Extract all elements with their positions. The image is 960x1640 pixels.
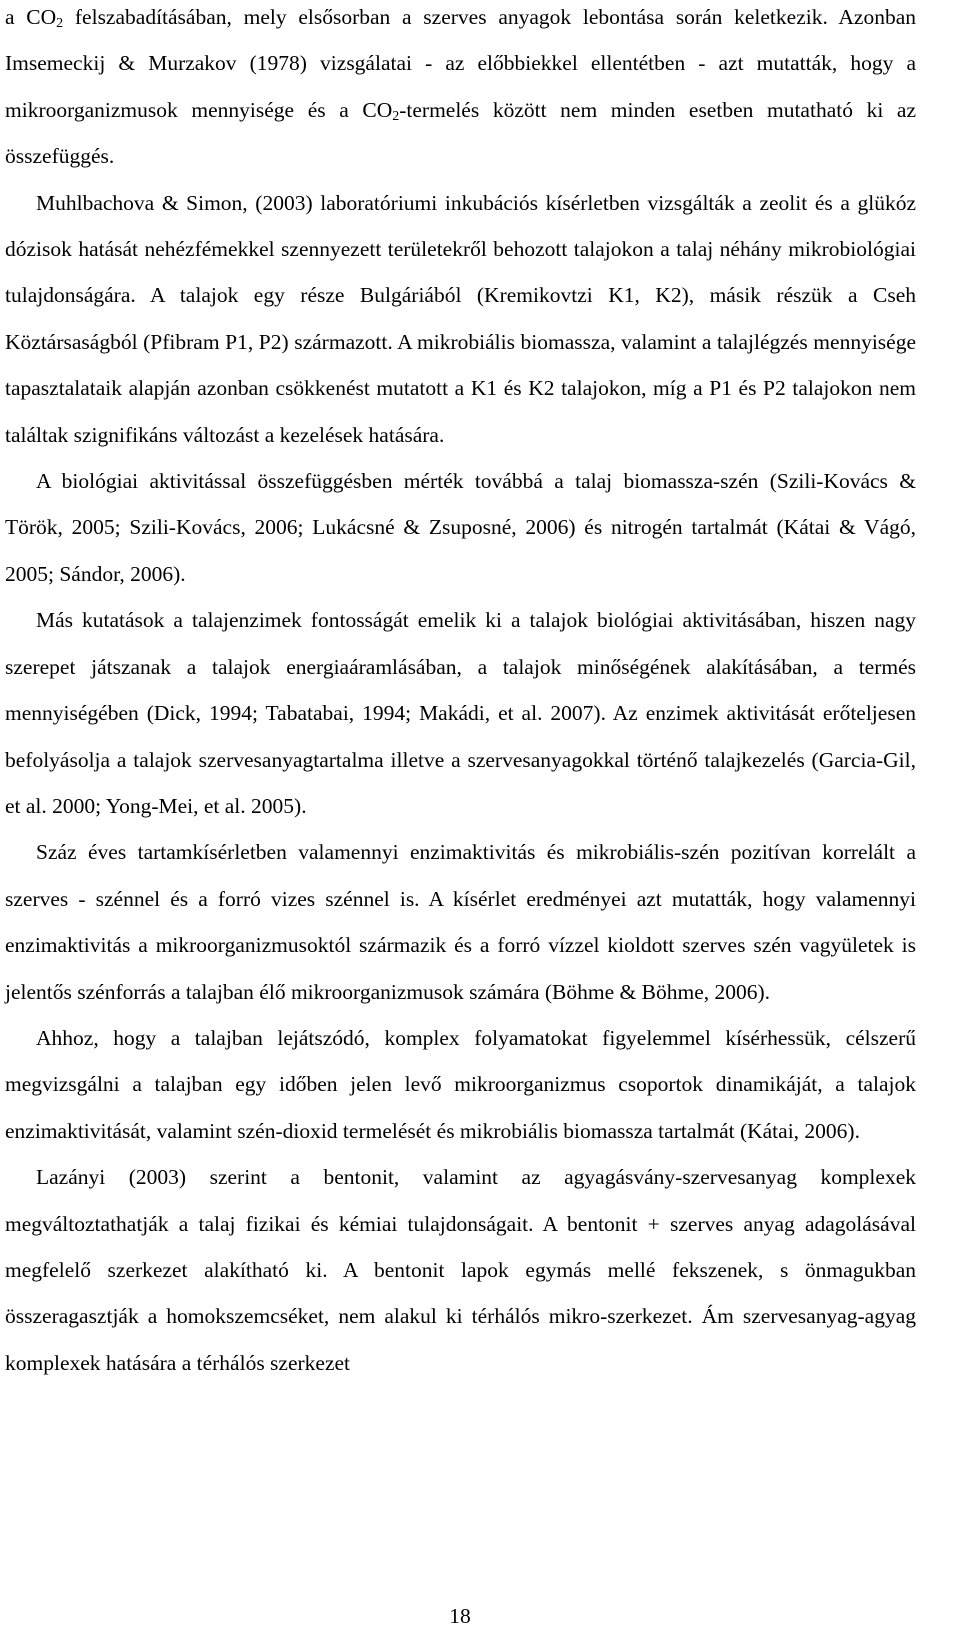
paragraph-p0 (5, 0, 916, 180)
body-text (5, 0, 916, 1386)
text-run: Lazányi (2003) szerint a bentonit, valamint az agyagásvány-szervesanyag komplexek megváltoztathatják a talaj fizikai és kémiai tulajdonságait. A bentonit + szerves anyag adagolásával megfelelő szerkezet alakítható ki. A bentonit lapok egymás mellé fekszenek, s önmagukban összeragasztják a homokszemcséket, nem alakul ki térhálós mikro-szerkezet. Ám szervesanyag-agyag komplexek hatására a térhálós szerkezet (5, 1165, 916, 1375)
paragraph-p2 (5, 458, 916, 597)
subscript: 2 (392, 108, 400, 124)
text-run: -termelés között nem minden esetben mutatható ki az összefüggés. (5, 97, 916, 169)
text-run: Ahhoz, hogy a talajban lejátszódó, komplex folyamatokat figyelemmel kísérhessük, célszerű megvizsgálni a talajban egy időben jelen levő mikroorganizmus csoportok dinamikáját, a talajok enzimaktivitását, valamint szén-dioxid termelését és mikrobiális biomassza tartalmát (Kátai, 2006). (5, 1025, 916, 1143)
subscript: 2 (56, 16, 64, 31)
text-run: Más kutatások a talajenzimek fontosságát emelik ki a talajok biológiai aktivitásában, hiszen nagy szerepet játszanak a talajok energiaáramlásában, a talajok minőségének alakításában, a termés mennyiségében (Dick, 1994; Tabatabai, 1994; Makádi, et al. 2007). Az enzimek aktivitását erőteljesen befolyásolja a talajok szervesanyagtartalma illetve a szervesanyagokkal történő talajkezelés (Garcia-Gil, et al. 2000; Yong-Mei, et al. 2005). (5, 608, 916, 818)
paragraph-p6 (5, 1154, 916, 1386)
text-run: a CO (5, 5, 57, 29)
paragraph-p3 (5, 597, 916, 829)
paragraph-p4 (5, 829, 916, 1015)
text-run: felszabadításában, mely elsősorban a szerves anyagok lebontása során keletkezik. Azonban Imsemeckij & Murzakov (1978) vizsgálatai - az előbbiekkel ellentétben - azt mutatták, hogy a mikroorganizmusok mennyisége és a CO (5, 5, 916, 122)
page-number: 18 (449, 1604, 471, 1628)
text-run: A biológiai aktivitással összefüggésben mérték továbbá a talaj biomassza-szén (Szili-Kovács & Török, 2005; Szili-Kovács, 2006; Lukácsné & Zsuposné, 2006) és nitrogén tartalmát (Kátai & Vágó, 2005; Sándor, 2006). (5, 469, 916, 586)
text-run: Muhlbachova & Simon, (2003) laboratóriumi inkubációs kísérletben vizsgálták a zeolit és a glükóz dózisok hatását nehézfémekkel szennyezett területekről behozott talajokon a talaj néhány mikrobiológiai tulajdonságára. A talajok egy része Bulgáriából (Kremikovtzi K1, K2), másik részük a Cseh Köztársaságból (Pfibram P1, P2) származott. A mikrobiális biomassza, valamint a talajlégzés mennyisége tapasztalataik alapján azonban csökkenést mutatott a K1 és K2 talajokon, míg a P1 és P2 talajokon nem találtak szignifikáns változást a kezelések hatására. (5, 190, 916, 447)
paragraph-p5 (5, 1015, 916, 1154)
text-run: Száz éves tartamkísérletben valamennyi enzimaktivitás és mikrobiális-szén pozitívan korrelált a szerves - szénnel és a forró vizes szénnel is. A kísérlet eredményei azt mutatták, hogy valamennyi enzimaktivitás a mikroorganizmusoktól származik és a forró vízzel kioldott szerves szén vagyületek is jelentős szénforrás a talajban élő mikroorganizmusok számára (Böhme & Böhme, 2006). (5, 840, 916, 1004)
paragraph-p1 (5, 180, 916, 458)
